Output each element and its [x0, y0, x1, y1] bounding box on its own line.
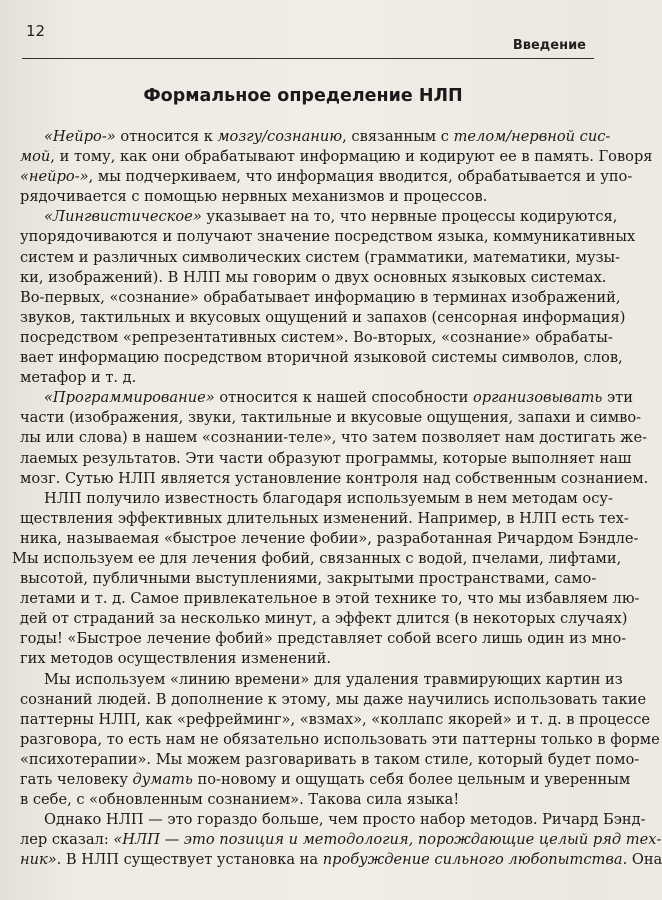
text-line [20, 690, 647, 710]
body-text [12, 127, 662, 870]
text-segment: гих методов осуществления изменений. [20, 650, 331, 668]
text-line [20, 830, 662, 850]
text-segment: дей от страданий за несколько минут, а эффект длится (в некоторых случаях) [20, 610, 628, 628]
text-segment: звуков, тактильных и вкусовых ощущений и запахов (сенсорная информация) [20, 308, 626, 326]
text-line [20, 489, 613, 509]
text-segment: ки, изображений). В НЛП мы говорим о двух основных языковых системах. [20, 268, 607, 286]
text-segment: по-новому и ощущать себя более цельным и уверенным [192, 771, 631, 788]
text-line [20, 328, 613, 348]
text-line [20, 248, 621, 268]
italic-text: телом/нервной сис- [453, 128, 611, 145]
text-segment: разговора, то есть нам не обязательно использовать эти паттерны только в форме [20, 730, 660, 748]
text-line [20, 569, 597, 589]
text-line [20, 167, 633, 187]
section-title: Формальное определение НЛП [143, 86, 463, 106]
text-line [20, 428, 648, 448]
text-segment: , связанным с [342, 128, 454, 145]
text-segment: мозг. Сутью НЛП является установление контроля над собственным сознанием. [20, 469, 649, 487]
text-segment: , и тому, как они обрабатывают информацию и кодируют ее в память. Говоря [50, 148, 653, 166]
text-segment: относится к [115, 128, 218, 145]
text-segment: вает информацию посредством вторичной языковой системы символов, слов, [20, 349, 623, 367]
text-line [20, 288, 621, 308]
text-segment: Однако НЛП — это гораздо больше, чем просто набор методов. Ричард Бэнд- [44, 811, 646, 829]
text-line [20, 629, 627, 649]
text-line [20, 509, 629, 529]
text-segment: относится к нашей способности [214, 389, 474, 407]
text-line [20, 609, 628, 629]
text-segment: гать человеку [20, 771, 133, 788]
text-segment: сознаний людей. В дополнение к этому, мы даже научились использовать такие [20, 690, 647, 708]
text-line [12, 549, 622, 569]
italic-text: мой [20, 148, 51, 166]
italic-text: организовывать [473, 389, 603, 407]
text-line [20, 368, 592, 388]
italic-text: думать [132, 771, 193, 788]
text-line [20, 529, 639, 549]
text-segment: упорядочиваются и получают значение посредством языка, коммуникативных [20, 228, 636, 246]
text-segment: рядочивается с помощью нервных механизмов и процессов. [20, 188, 488, 206]
text-segment: посредством «репрезентативных систем». Во-вторых, «сознание» обрабаты- [20, 328, 613, 346]
text-line [20, 308, 626, 328]
italic-text: ник» [20, 851, 57, 869]
text-segment: , мы подчеркиваем, что информация вводится, обрабатывается и упо- [88, 168, 633, 186]
text-line [20, 187, 592, 207]
page-header [22, 20, 594, 53]
text-segment: указывает на то, что нервные процессы кодируются, [201, 208, 618, 226]
text-line [20, 127, 611, 147]
text-line [20, 449, 632, 469]
text-line [20, 710, 651, 730]
text-line [20, 649, 592, 669]
text-line [20, 469, 649, 489]
text-segment: . В НЛП существует установка на [56, 851, 323, 869]
italic-text: «Нейро-» [44, 128, 116, 145]
text-segment: ществления эффективных длительных изменений. Например, в НЛП есть тех- [20, 509, 629, 527]
text-line [20, 770, 631, 790]
italic-text: пробуждение сильного любопытства [322, 851, 623, 869]
text-line [20, 730, 660, 750]
text-line [20, 268, 607, 288]
text-segment: Мы используем ее для лечения фобий, связанных с водой, пчелами, лифтами, [12, 549, 622, 567]
text-line [20, 790, 592, 810]
text-segment: НЛП получило известность благодаря используемым в нем методам осу- [44, 489, 613, 507]
text-segment: высотой, публичными выступлениями, закрытыми пространствами, само- [20, 570, 597, 588]
text-line [20, 408, 642, 428]
text-segment: систем и различных символических систем (грамматики, математики, музы- [20, 248, 621, 266]
text-segment: ника, называемая «быстрое лечение фобии», разработанная Ричардом Бэндле- [20, 529, 639, 547]
text-line [20, 850, 662, 870]
text-segment: части (изображения, звуки, тактильные и вкусовые ощущения, запахи и симво- [20, 409, 642, 427]
text-line [20, 207, 618, 227]
italic-text: «Программирование» [44, 389, 215, 407]
page-number: 12 [26, 22, 46, 40]
text-segment: метафор и т. д. [20, 369, 137, 387]
italic-text: «НЛП — это позиция и методология, порождающие целый ряд тех- [113, 831, 662, 849]
text-segment: лы или слова) в нашем «сознании-теле», что затем позволяет нам достигать же- [20, 429, 648, 447]
text-line [20, 589, 640, 609]
text-segment: в себе, с «обновленным сознанием». Такова сила языка! [20, 791, 460, 809]
text-line [20, 750, 640, 770]
text-line [20, 810, 646, 830]
text-segment: лаемых результатов. Эти части образуют программы, которые выполняет наш [20, 449, 632, 467]
italic-text: «Лингвистическое» [44, 208, 202, 226]
text-line [20, 388, 633, 408]
running-head: Введение [512, 38, 586, 53]
text-segment: Мы используем «линию времени» для удаления травмирующих картин из [44, 670, 623, 688]
text-line [20, 348, 623, 368]
text-segment: . Она [622, 851, 662, 869]
text-line [20, 227, 636, 247]
header-rule [22, 58, 594, 59]
italic-text: мозгу/сознанию [217, 128, 343, 145]
text-segment: годы! «Быстрое лечение фобий» представляет собой всего лишь один из мно- [20, 630, 627, 648]
text-line [20, 670, 623, 690]
italic-text: «нейро-» [20, 168, 89, 186]
text-segment: эти [602, 389, 633, 407]
text-segment: летами и т. д. Самое привлекательное в этой технике то, что мы избавляем лю- [20, 590, 640, 608]
text-segment: паттерны НЛП, как «рефрейминг», «взмах», «коллапс якорей» и т. д. в процессе [20, 710, 651, 728]
text-segment: Во-первых, «сознание» обрабатывает информацию в терминах изображений, [20, 288, 621, 306]
text-line [20, 147, 653, 167]
text-segment: лер сказал: [20, 831, 114, 849]
text-segment: «психотерапии». Мы можем разговаривать в таком стиле, который будет помо- [20, 750, 640, 768]
